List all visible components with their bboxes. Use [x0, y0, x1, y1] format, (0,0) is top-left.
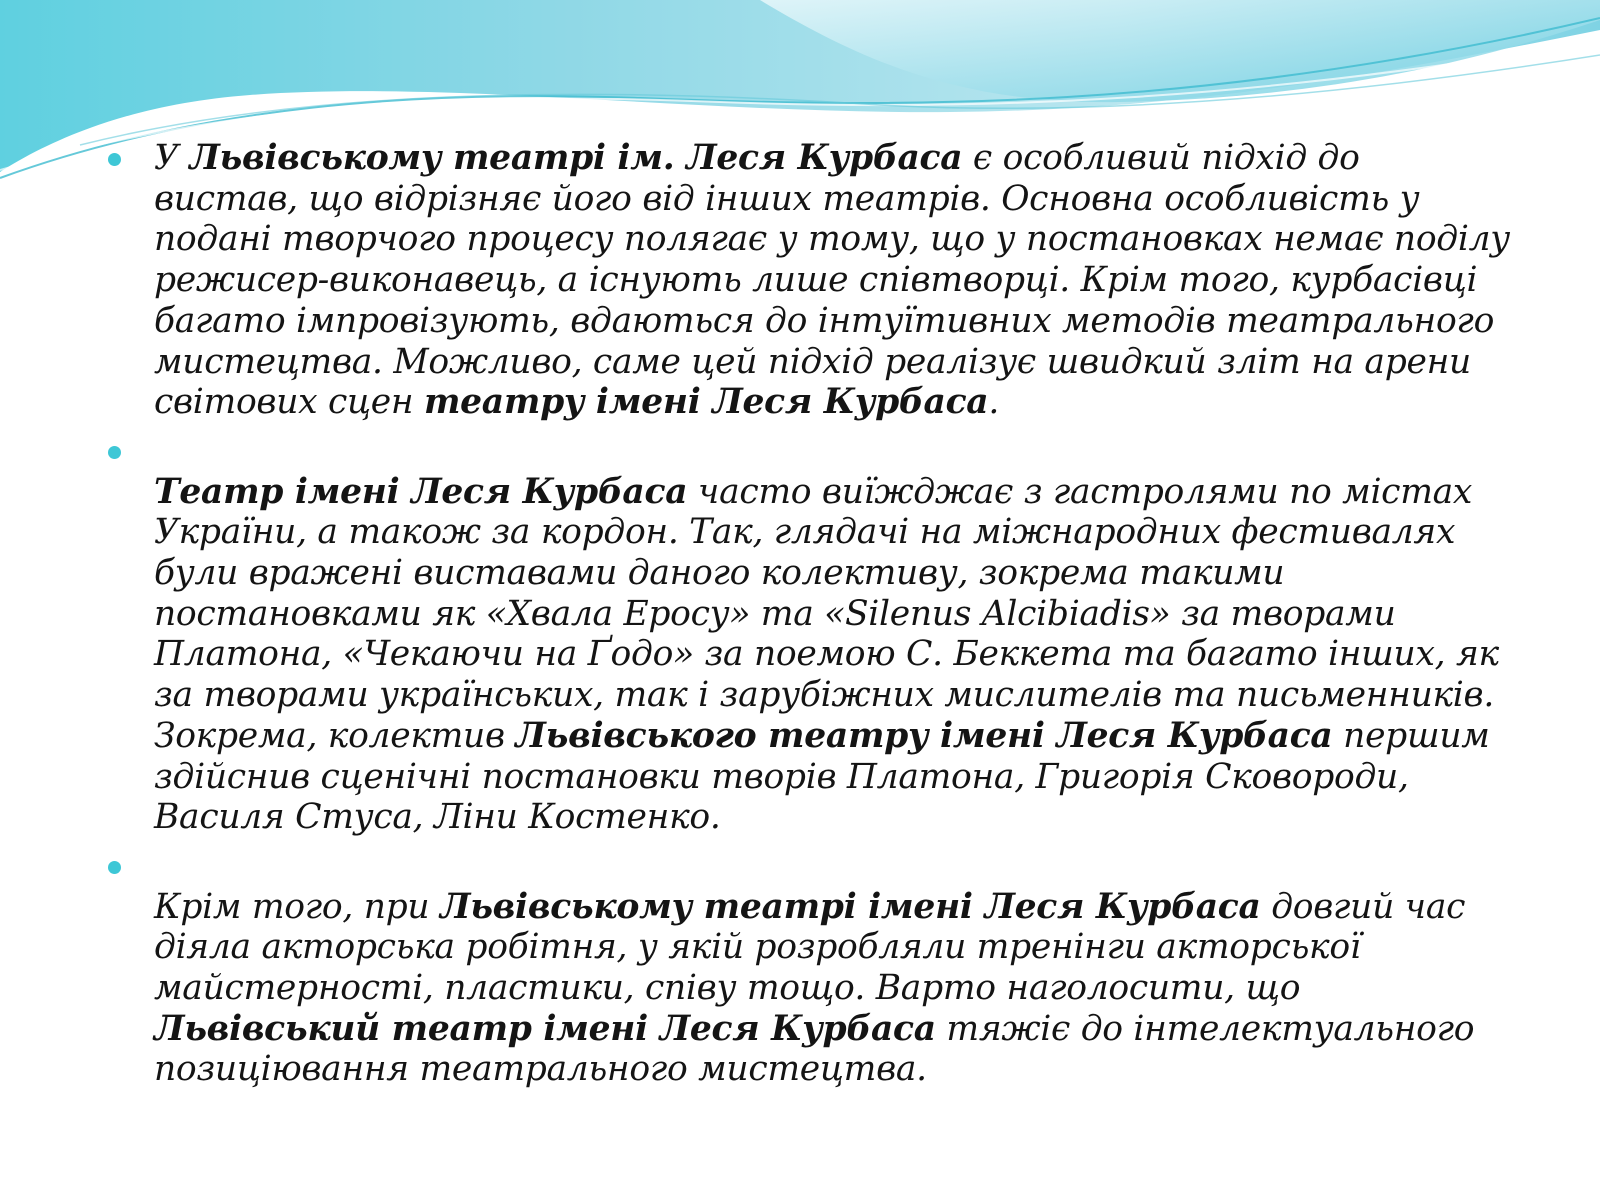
bold-text: Львівського театру імені Леся Курбаса — [515, 715, 1333, 756]
bold-text: Львівський театр імені Леся Курбаса — [154, 1008, 936, 1049]
body-text: довгий час діяла акторська робітня, у якій розробляли тренінги акторської майстерності, пластики, співу тощо. Варто наголосити, що — [154, 886, 1466, 1009]
bold-text: театру імені Леся Курбаса — [423, 382, 989, 423]
body-text: тяжіє до інтелектуального позиціювання театрального мистецтва. — [154, 1008, 1475, 1090]
bullet-paragraph — [104, 138, 1514, 423]
body-text: Крім того, при — [154, 886, 441, 927]
body-text: У — [154, 138, 190, 178]
bullet-paragraph — [104, 431, 1514, 838]
bullet-empty-line — [154, 846, 1514, 887]
bullet-dot-icon — [108, 861, 121, 874]
bold-text: Театр імені Леся Курбаса — [154, 471, 688, 512]
bullet-paragraph — [104, 846, 1514, 1090]
body-text: часто виїжджає з гастролями по містах України, а також за кордон. Так, глядачі на міжнародних фестивалях були вражені виставами даного колективу, зокрема такими постановками як «Хвала Еросу» та «Silenus Alcibiadis» за творами Платона, «Чекаючи на Ґодо» за поемою С. Беккета та багато інших, як за творами українських, так і зарубіжних мислителів та письменників. Зокрема, колектив — [154, 471, 1499, 756]
body-text: є особливий підхід до вистав, що відрізняє його від інших театрів. Основна особливість у подані творчого процесу полягає у тому, що у постановках немає поділу режисер-виконавець, а існують лише співтворці. Крім того, курбасівці багато імпровізують, вдаються до інтуїтивних методів театрального мистецтва. Можливо, саме цей підхід реалізує швидкий зліт на арени світових сцен — [154, 138, 1510, 423]
body-text: . — [988, 382, 1000, 423]
bullet-list — [104, 138, 1514, 1090]
bold-text: Львівському театрі ім. Леся Курбаса — [189, 138, 963, 178]
bullet-dot-icon — [108, 446, 121, 459]
body-text: першим здійснив сценічні постановки творів Платона, Григорія Сковороди, Василя Стуса, Ліни Костенко. — [154, 715, 1490, 838]
bullet-empty-line — [154, 431, 1514, 472]
bullet-dot-icon — [108, 153, 121, 166]
bold-text: Львівському театрі імені Леся Курбаса — [440, 886, 1261, 927]
